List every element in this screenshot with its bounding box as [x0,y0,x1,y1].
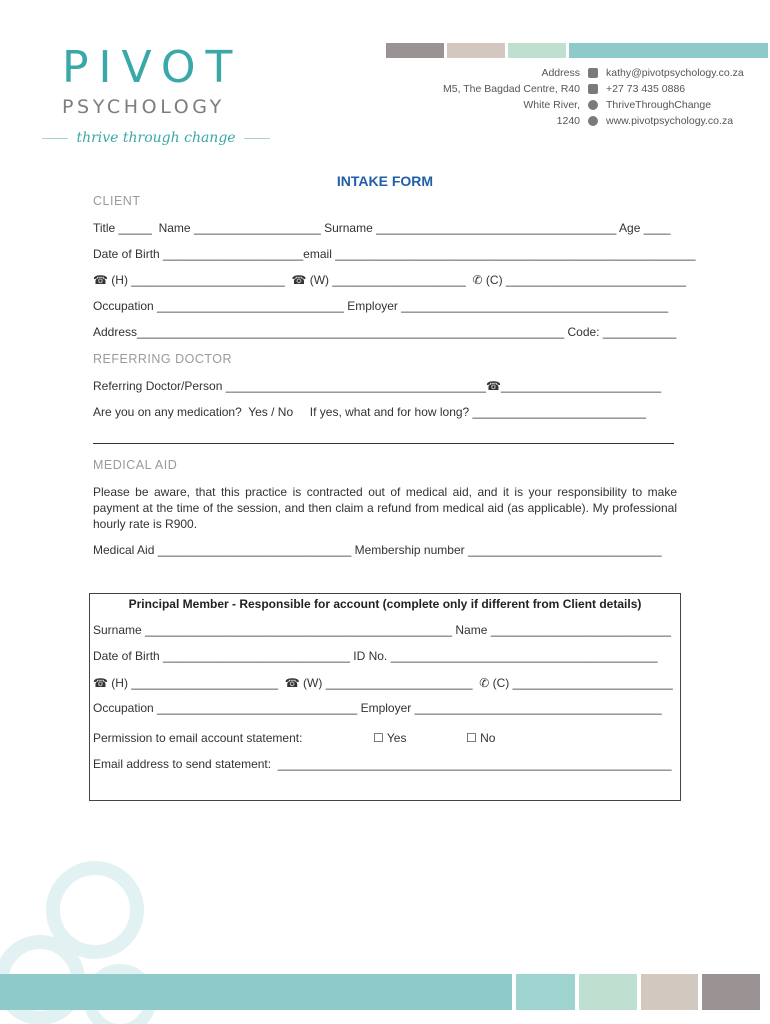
client-row-occupation[interactable]: Occupation ____________________________ Employer ________________________________________ [93,299,669,313]
permission-label: Permission to email account statement: [93,731,303,745]
footer-bar-mint [579,974,637,1010]
medical-row-membership[interactable]: Medical Aid _____________________________ Membership number _____________________________ [93,543,662,557]
medical-notice: Please be aware, that this practice is contracted out of medical aid, and it is your responsibility to make payment at the time of the session, and then claim a refund from medical aid (as applicable). My professional hourly rate is R900. [93,485,677,531]
logo-wordmark: PIVOT [62,42,243,93]
contact-facebook[interactable] [588,97,711,113]
contact-phone-text: +27 73 435 0886 [606,83,686,95]
contact-email-text: kathy@pivotpsychology.co.za [606,67,744,79]
principal-row-dob-id[interactable]: Date of Birth ____________________________ ID No. ________________________________________ [93,649,658,663]
client-row-phones[interactable]: ☎ (H) _______________________ ☎ (W) ____________________ ✆ (C) ___________________________ [93,273,687,287]
permission-yes-checkbox[interactable]: ☐ Yes [373,731,407,745]
medication-answer-line[interactable] [93,443,674,444]
client-row-address[interactable]: Address________________________________________________________________ Code: ___________ [93,325,677,339]
address-line2: White River, [523,99,580,111]
client-row-dob-email[interactable]: Date of Birth _____________________email ______________________________________________________ [93,247,696,261]
contact-facebook-text: ThriveThroughChange [606,99,712,111]
address-line1: M5, The Bagdad Centre, R40 [443,83,580,95]
logo-subtitle: PSYCHOLOGY [62,96,225,118]
client-row-name[interactable]: Title _____ Name ___________________ Surname ____________________________________ Age ____ [93,221,671,235]
medical-heading: MEDICAL AID [93,458,178,472]
tagline-line-left [42,138,68,139]
principal-member-title: Principal Member - Responsible for account (complete only if different from Client details) [128,597,642,611]
address-block [443,65,580,129]
footer-bar-beige [641,974,698,1010]
contact-web[interactable] [588,113,733,129]
footer-bar-grey [702,974,760,1010]
phone-icon [588,84,598,94]
principal-row-email[interactable]: Email address to send statement: ___________________________________________________________ [93,757,672,771]
permission-no-checkbox[interactable]: ☐ No [466,731,496,745]
tagline-text: thrive through change [76,130,236,146]
footer-bar-teal [0,974,512,1010]
contact-email[interactable] [588,65,744,81]
principal-row-name[interactable]: Surname ______________________________________________ Name ___________________________ [93,623,671,637]
client-heading: CLIENT [93,194,141,208]
envelope-icon [588,68,598,78]
header-bar-grey [386,43,444,58]
referring-heading: REFERRING DOCTOR [93,352,233,366]
referring-row-medication[interactable]: Are you on any medication? Yes / No If yes, what and for how long? __________________________ [93,405,647,419]
tagline-line-right [244,138,270,139]
logo-tagline [42,130,270,146]
principal-row-occupation[interactable]: Occupation ______________________________ Employer _____________________________________ [93,701,662,715]
header-bar-mint [508,43,566,58]
form-title: INTAKE FORM [336,173,434,189]
address-label: Address [541,67,580,79]
globe-icon [588,116,598,126]
contact-web-text: www.pivotpsychology.co.za [606,115,734,127]
facebook-icon [588,100,598,110]
referring-row-doctor[interactable]: Referring Doctor/Person _______________________________________☎________________________ [93,379,662,393]
contact-phone[interactable] [588,81,685,97]
principal-row-phones[interactable]: ☎ (H) ______________________ ☎ (W) ______________________ ✆ (C) ________________________ [93,676,673,690]
address-line3: 1240 [556,115,580,127]
footer-bar-teal2 [516,974,575,1010]
header-bar-teal [569,43,768,58]
header-bar-beige [447,43,505,58]
